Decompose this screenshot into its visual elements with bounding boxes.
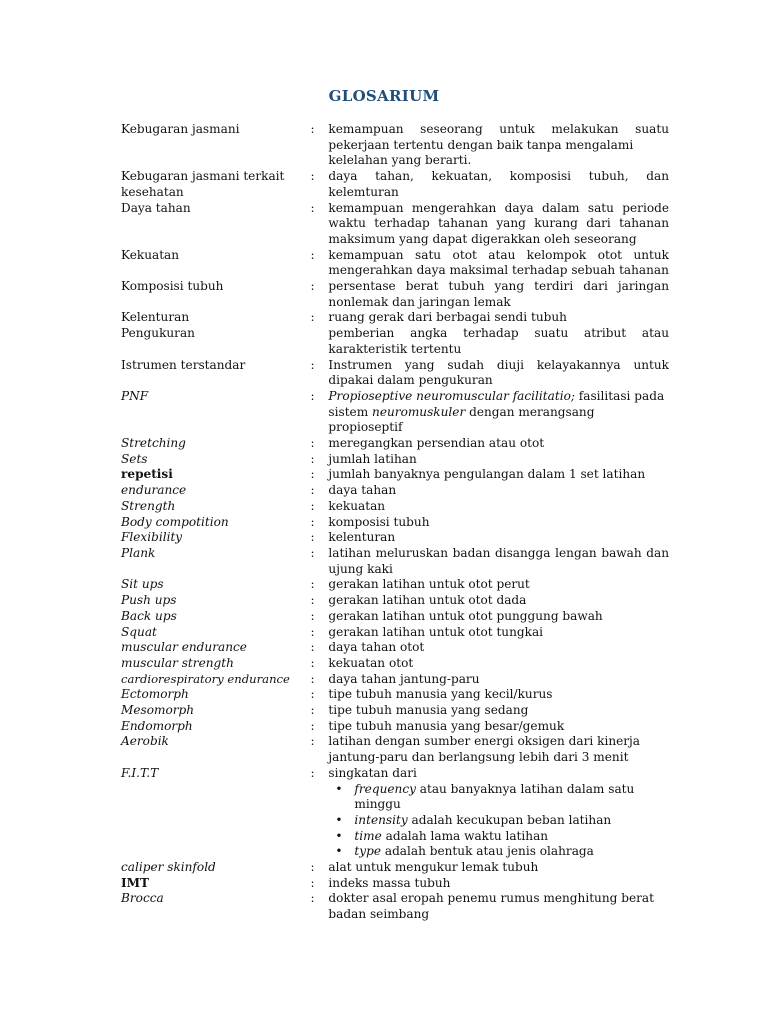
glossary-row (121, 860, 669, 876)
glossary-row (121, 483, 669, 499)
glossary-row (121, 530, 669, 546)
glossary-row (121, 499, 669, 515)
bullet-italic: intensity (354, 812, 408, 827)
glossary-definition: tipe tubuh manusia yang kecil/kurus (328, 687, 553, 702)
glossary-term: muscular strength (121, 655, 234, 670)
colon-separator: : (310, 577, 315, 592)
definition-line: pekerjaan tertentu dengan baik tanpa mengalami kelelahan yang berarti. (328, 137, 634, 168)
glossary-definition: tipe tubuh manusia yang sedang (328, 703, 529, 718)
bullet-italic: time (354, 828, 382, 843)
glossary-row (121, 687, 669, 703)
glossary-term: IMT (121, 875, 150, 890)
bullet-item (354, 829, 669, 845)
definition-italic: Propioseptive neuromuscular facilitatio; (328, 388, 575, 403)
colon-separator: : (310, 860, 315, 875)
glossary-definition: Instrumen yang sudah diuji kelayakannya untuk dipakai dalam pengukuran (328, 357, 669, 388)
colon-separator: : (310, 200, 315, 215)
glossary-row (121, 719, 669, 735)
colon-separator: : (310, 498, 315, 513)
colon-separator: : (310, 388, 315, 403)
colon-separator: : (310, 530, 315, 545)
bullet-text: adalah kecukupan beban latihan (407, 812, 612, 827)
glossary-term: Aerobik (121, 734, 169, 749)
bullet-italic: type (354, 844, 382, 859)
page-title: GLOSARIUM (328, 87, 440, 105)
glossary-row (121, 766, 669, 860)
glossary-term: muscular endurance (121, 640, 247, 655)
glossary-definition: daya tahan (328, 483, 397, 498)
glossary-definition (328, 389, 669, 436)
glossary-term: Sit ups (121, 577, 164, 592)
colon-separator: : (310, 718, 315, 733)
glossary-definition: gerakan latihan untuk otot tungkai (328, 624, 544, 639)
colon-separator: : (310, 640, 315, 655)
glossary-term: Mesomorph (121, 703, 195, 718)
glossary-term: Squat (121, 624, 157, 639)
glossary-definition: latihan dengan sumber energi oksigen dari kinerja jantung-paru dan berlangsung lebih dari 3 menit (328, 734, 641, 765)
colon-separator-empty (311, 326, 329, 357)
glossary-row (121, 169, 669, 200)
glossary-definition: jumlah latihan (328, 451, 417, 466)
glossary-definition: daya tahan, kekuatan, komposisi tubuh, dan kelemturan (328, 169, 669, 199)
glossary-term: Komposisi tubuh (121, 279, 224, 294)
glossary-row (121, 122, 669, 169)
glossary-term: Push ups (121, 593, 177, 608)
glossary-definition: alat untuk mengukur lemak tubuh (328, 860, 539, 875)
glossary-term: Body compotition (121, 514, 229, 529)
glossary-term: PNF (121, 388, 149, 403)
bullet-item (354, 813, 669, 829)
colon-separator: : (310, 655, 315, 670)
glossary-definition (328, 122, 669, 169)
glossary-term: caliper skinfold (121, 860, 216, 875)
glossary-row (121, 248, 669, 279)
colon-separator: : (310, 875, 315, 890)
glossary-row (121, 467, 669, 483)
definition-line: pemberian angka terhadap suatu atribut atau (328, 326, 669, 341)
glossary-row (121, 436, 669, 452)
glossary-row (121, 577, 669, 593)
glossary-definition: meregangkan persendian atau otot (328, 436, 545, 451)
glossary-row (121, 515, 669, 531)
fitt-bullet-list (328, 782, 669, 861)
glossary-definition: gerakan latihan untuk otot dada (328, 593, 527, 608)
colon-separator: : (310, 122, 315, 136)
glossary-term: Kebugaran jasmani terkait kesehatan (121, 169, 285, 199)
bullet-text: adalah lama waktu latihan (381, 828, 549, 843)
glossary-definition: kemampuan satu otot atau kelompok otot untuk mengerahkan daya maksimal terhadap sebuah tahanan (328, 247, 669, 278)
glossary-row (121, 546, 669, 577)
colon-separator: : (310, 310, 315, 325)
glossary-definition: kekuatan (328, 498, 386, 513)
glossary-term: Kekuatan (121, 247, 180, 262)
glossary-term: Brocca (121, 891, 164, 906)
colon-separator: : (310, 608, 315, 623)
glossary-row (121, 703, 669, 719)
glossary-definition (328, 766, 669, 860)
glossary-definition: ruang gerak dari berbagai sendi tubuh (328, 310, 567, 325)
glossary-definition: daya tahan jantung-paru (328, 671, 480, 686)
colon-separator: : (310, 545, 315, 560)
glossary-definition: dokter asal eropah penemu rumus menghitung berat badan seimbang (328, 891, 654, 922)
glossary-term: Sets (121, 451, 148, 466)
colon-separator: : (310, 514, 315, 529)
glossary-row (121, 672, 669, 688)
glossary-definition: kemampuan mengerahkan daya dalam satu periode waktu terhadap tahanan yang kurang dari tahanan maksimum yang dapat digerakkan oleh seseorang (328, 200, 669, 246)
glossary-definition: persentase berat tubuh yang terdiri dari jaringan nonlemak dan jaringan lemak (328, 279, 669, 309)
colon-separator: : (310, 247, 315, 262)
glossary-definition: kekuatan otot (328, 655, 414, 670)
glossary-row (121, 625, 669, 641)
colon-separator: : (310, 451, 315, 466)
glossary-term: Pengukuran (121, 326, 195, 341)
glossary-term: Istrumen terstandar (121, 357, 246, 372)
glossary-term: Endomorph (121, 718, 193, 733)
colon-separator: : (310, 687, 315, 702)
colon-separator: : (310, 703, 315, 718)
definition-text: dengan merangsang propioseptif (328, 404, 595, 435)
bullet-item (354, 782, 669, 813)
glossary-term: cardiorespiratory endurance (121, 671, 290, 686)
glossary-term: Stretching (121, 436, 186, 451)
colon-separator: : (310, 436, 315, 451)
glossary-row (121, 593, 669, 609)
colon-separator: : (310, 467, 315, 482)
definition-line: singkatan dari (328, 765, 417, 780)
colon-separator: : (310, 765, 315, 780)
glossary-row (121, 358, 669, 389)
glossary-term: Plank (121, 545, 156, 560)
colon-separator: : (310, 593, 315, 608)
definition-line: kemampuan seseorang untuk melakukan suatu (328, 122, 669, 136)
glossary-row (121, 734, 669, 765)
colon-separator: : (310, 624, 315, 639)
glossary-definition: tipe tubuh manusia yang besar/gemuk (328, 718, 565, 733)
glossary-term: F.I.T.T (121, 765, 159, 780)
glossary-definition: gerakan latihan untuk otot perut (328, 577, 530, 592)
glossary-term: Ectomorph (121, 687, 189, 702)
glossary-term: Kelenturan (121, 310, 190, 325)
glossary-row (121, 876, 669, 892)
glossary-definition: latihan meluruskan badan disangga lengan bawah dan ujung kaki (328, 545, 669, 576)
glossary-row (121, 389, 669, 436)
colon-separator: : (310, 734, 315, 749)
bullet-item (354, 844, 669, 860)
definition-line: karakteristik tertentu (328, 341, 462, 356)
glossary-row (121, 201, 669, 248)
bullet-text: adalah bentuk atau jenis olahraga (381, 844, 594, 859)
colon-separator: : (310, 279, 315, 294)
colon-separator: : (310, 169, 315, 184)
glossary-definition: gerakan latihan untuk otot punggung bawah (328, 608, 603, 623)
glossary-term: endurance (121, 483, 187, 498)
definition-text: fasilitasi pada sistem (328, 388, 665, 419)
glossary-row (121, 326, 669, 357)
glossary-term: Kebugaran jasmani (121, 122, 240, 136)
glossary-row (121, 452, 669, 468)
glossary-definition: komposisi tubuh (328, 514, 430, 529)
glossary-row (121, 891, 669, 922)
glossary-term: repetisi (121, 467, 173, 482)
colon-separator: : (310, 891, 315, 906)
glossary-definition: indeks massa tubuh (328, 875, 451, 890)
bullet-text: atau banyaknya latihan dalam satu minggu (354, 781, 635, 812)
glossary-term: Flexibility (121, 530, 183, 545)
glossary-row (121, 640, 669, 656)
glossary-definition: daya tahan otot (328, 640, 425, 655)
colon-separator: : (310, 671, 315, 686)
glossary-definition (328, 326, 669, 357)
colon-separator: : (310, 483, 315, 498)
glossary-row (121, 656, 669, 672)
bullet-italic: frequency (354, 781, 416, 796)
glossary-term: Strength (121, 498, 176, 513)
glossary-definition: kelenturan (328, 530, 396, 545)
glossary-term: Daya tahan (121, 200, 191, 215)
glossary-definition: jumlah banyaknya pengulangan dalam 1 set latihan (328, 467, 646, 482)
glossary-row (121, 279, 669, 310)
glossary-row (121, 310, 669, 326)
glossary-term: Back ups (121, 608, 177, 623)
definition-italic: neuromuskuler (372, 404, 466, 419)
colon-separator: : (310, 357, 315, 372)
glossary-row (121, 609, 669, 625)
glossary-table (121, 122, 669, 923)
